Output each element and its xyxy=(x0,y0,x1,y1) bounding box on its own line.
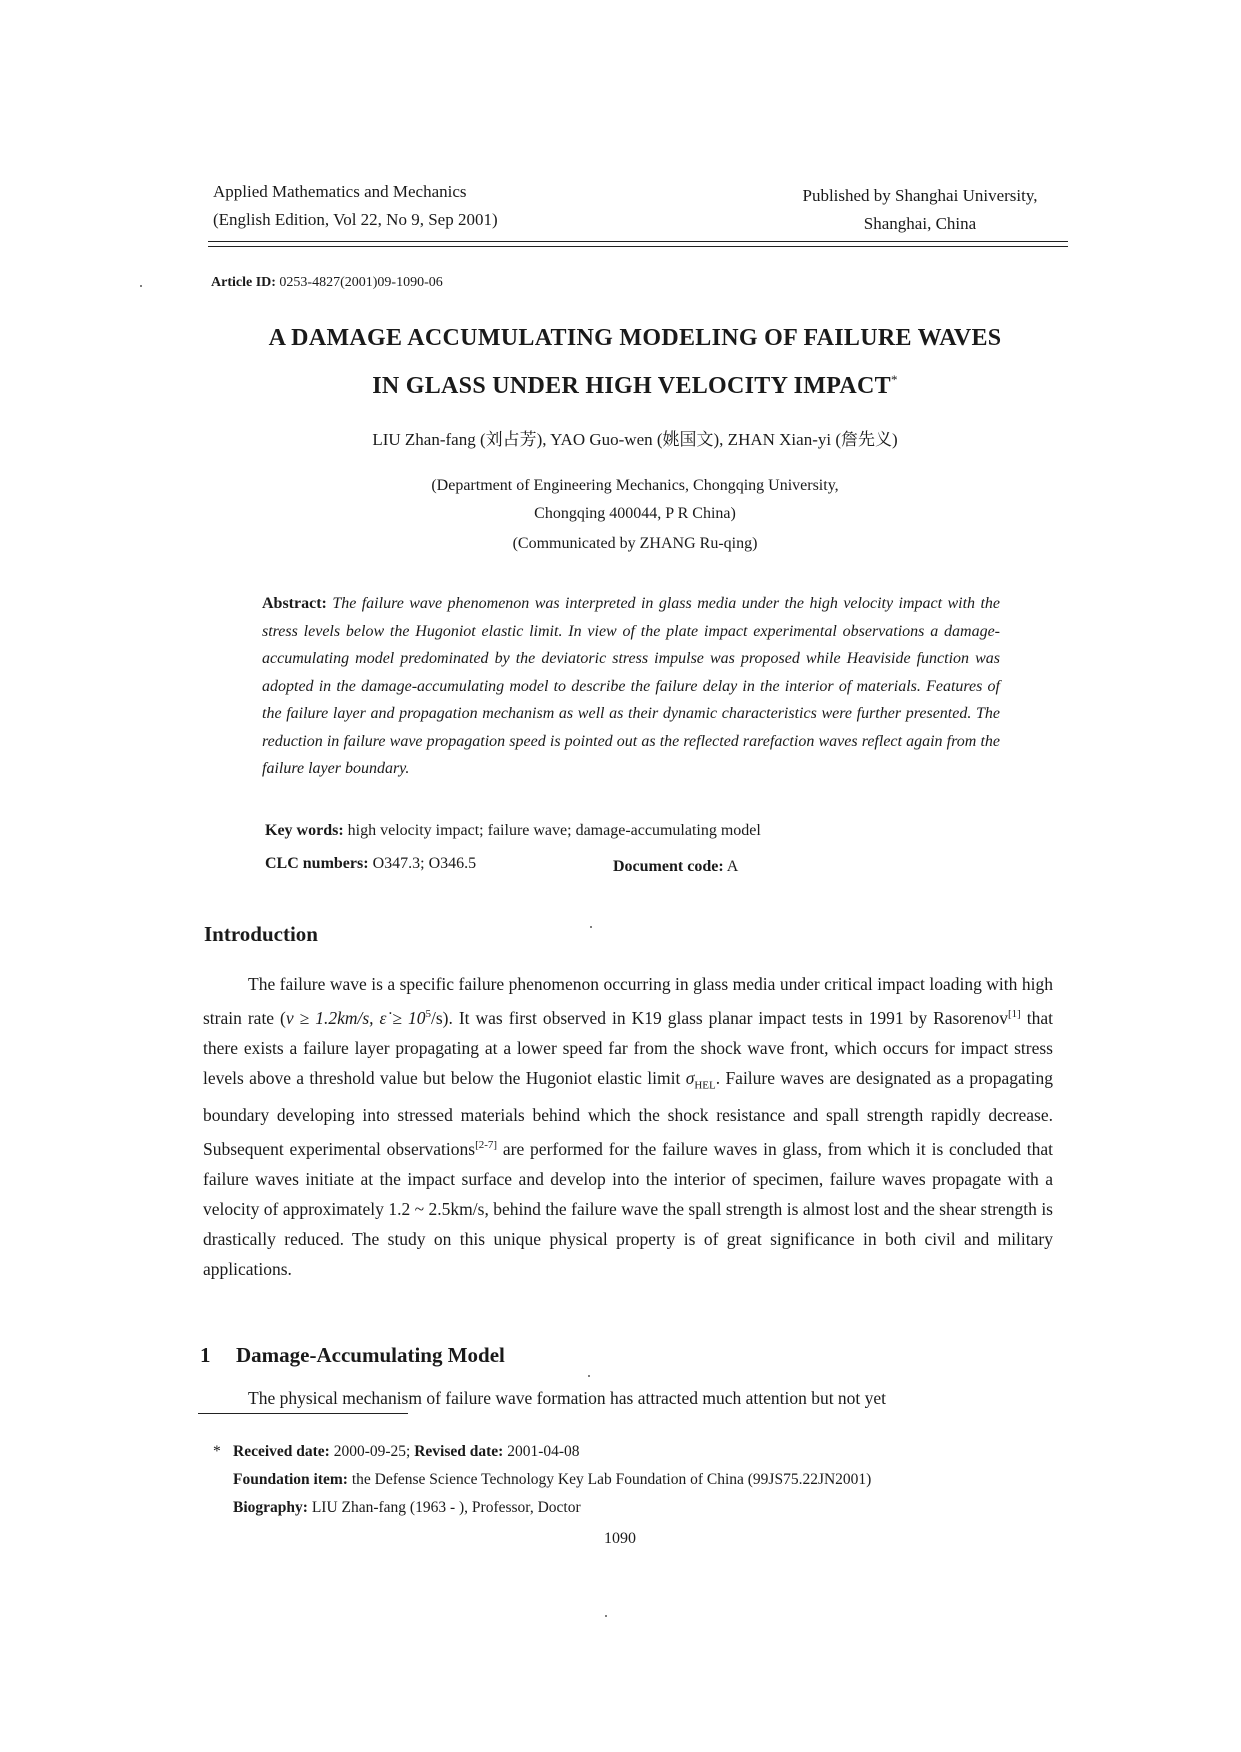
sigma-subscript: HEL xyxy=(694,1079,716,1092)
affiliation xyxy=(200,472,1070,528)
section-1-heading xyxy=(200,1343,505,1368)
page-number: 1090 xyxy=(604,1530,636,1547)
received-date: 2000-09-25; xyxy=(333,1443,411,1460)
section-1-number: 1 xyxy=(200,1343,211,1367)
document-code-text: A xyxy=(726,858,739,875)
biography-text: LIU Zhan-fang (1963 - ), Professor, Doctor xyxy=(311,1499,581,1516)
section-1-first-line: The physical mechanism of failure wave formation has attracted much attention but not yet xyxy=(248,1388,887,1408)
section-1-title: Damage-Accumulating Model xyxy=(236,1343,505,1367)
header-rule-bottom xyxy=(208,246,1068,247)
abstract-text: The failure wave phenomenon was interpreted in glass media under the high velocity impact with the stress levels below the Hugoniot elastic limit. In view of the plate impact experimental observations a damage-accumulating model predominated by the deviatoric stress impulse was proposed while Heaviside function was adopted in the damage-accumulating model to describe the failure delay in the interior of materials. Features of the failure layer and propagation mechanism as well as their dynamic characteristics were further presented. The reduction in failure wave propagation speed is pointed out as the reflected rarefaction waves reflect again from the failure layer boundary. xyxy=(262,595,1001,777)
publisher-header xyxy=(770,182,1070,238)
footnote-dates xyxy=(233,1438,871,1466)
scan-speck xyxy=(140,285,142,287)
rate-exponent: 5 xyxy=(425,1008,431,1020)
abstract xyxy=(262,590,1000,783)
footnotes xyxy=(213,1438,872,1522)
author-list: LIU Zhan-fang (刘占芳), YAO Guo-wen (姚国文), ZHAN Xian-yi (詹先义) xyxy=(372,430,898,449)
intro-text-1: The failure wave is a specific failure phenomenon occurring in glass media under critical impact loading with high strain rate ( xyxy=(203,974,1053,1028)
scan-speck xyxy=(605,1615,607,1617)
publisher-line-1: Published by Shanghai University, xyxy=(802,186,1038,205)
footnote-foundation xyxy=(233,1466,871,1494)
journal-header xyxy=(213,178,498,234)
revised-date: 2001-04-08 xyxy=(507,1443,580,1460)
journal-name: Applied Mathematics and Mechanics xyxy=(213,182,467,201)
footnote-biography xyxy=(233,1494,871,1522)
title-line-2-text: IN GLASS UNDER HIGH VELOCITY IMPACT xyxy=(372,373,891,399)
intro-text-4: are performed for the failure waves in glass, from which it is concluded that failure waves initiate at the impact surface and develop into the interior of specimen, failure waves propagate with a velocity of approximately 1.2 ~ 2.5km/s, behind the failure wave the spall strength is almost lost and the shear strength is drastically reduced. The study on this unique physical property is of great significance in both civil and military applications. xyxy=(203,1139,1053,1280)
foundation-label: Foundation item: xyxy=(233,1471,348,1488)
title-line-1: A DAMAGE ACCUMULATING MODELING OF FAILURE WAVES xyxy=(268,325,1002,351)
article-id xyxy=(211,275,443,291)
affiliation-line-2: Chongqing 400044, P R China) xyxy=(534,505,736,522)
publisher-line-2: Shanghai, China xyxy=(863,214,977,233)
article-id-label: Article ID: xyxy=(211,275,276,290)
paper-title xyxy=(200,317,1070,407)
citation-2-7: [2-7] xyxy=(475,1139,498,1152)
journal-edition: (English Edition, Vol 22, No 9, Sep 2001) xyxy=(213,210,498,229)
scan-speck xyxy=(590,926,592,928)
keywords xyxy=(265,822,761,840)
revised-label: Revised date: xyxy=(414,1443,504,1460)
clc-text: O347.3; O346.5 xyxy=(372,855,477,872)
biography-label: Biography: xyxy=(233,1499,308,1516)
keywords-text: high velocity impact; failure wave; damage-accumulating model xyxy=(347,822,761,839)
communicated-by: (Communicated by ZHANG Ru-qing) xyxy=(512,535,758,552)
intro-text-2: that there exists a failure layer propagating at a lower speed far from the shock wave front, which occurs for impact stress levels above a threshold value but below the Hugoniot elastic limit xyxy=(203,1007,1053,1088)
document-code xyxy=(613,858,738,876)
strain-rate-condition: v ≥ 1.2km/s, ε̇ ≥ 10 xyxy=(285,1007,426,1028)
article-id-value: 0253-4827(2001)09-1090-06 xyxy=(279,275,443,290)
citation-1: [1] xyxy=(1007,1008,1021,1020)
footnote-rule xyxy=(198,1413,408,1414)
intro-text-3: . Failure waves are designated as a propagating boundary developing into stressed materials behind which the shock resistance and spall strength rapidly decrease. Subsequent experimental observations xyxy=(203,1067,1054,1160)
foundation-text: the Defense Science Technology Key Lab Foundation of China (99JS75.22JN2001) xyxy=(351,1471,872,1488)
introduction-paragraph xyxy=(203,969,1053,1284)
clc-label: CLC numbers: xyxy=(265,855,369,872)
intro-text-1b: /s). It was first observed in K19 glass planar impact tests in 1991 by Rasorenov xyxy=(430,1007,1008,1028)
received-label: Received date: xyxy=(233,1443,330,1460)
title-footnote-mark: * xyxy=(891,372,898,387)
clc-numbers xyxy=(265,855,476,873)
document-code-label: Document code: xyxy=(613,858,724,875)
keywords-label: Key words: xyxy=(265,822,344,839)
footnote-star: * xyxy=(213,1443,221,1460)
abstract-label: Abstract: xyxy=(262,595,327,612)
header-rule-top xyxy=(208,241,1068,242)
sigma-symbol: σ xyxy=(685,1067,695,1088)
affiliation-line-1: (Department of Engineering Mechanics, Chongqing University, xyxy=(431,477,839,494)
scan-speck xyxy=(588,1375,590,1377)
title-line-2 xyxy=(200,359,1070,407)
introduction-heading: Introduction xyxy=(204,922,318,946)
